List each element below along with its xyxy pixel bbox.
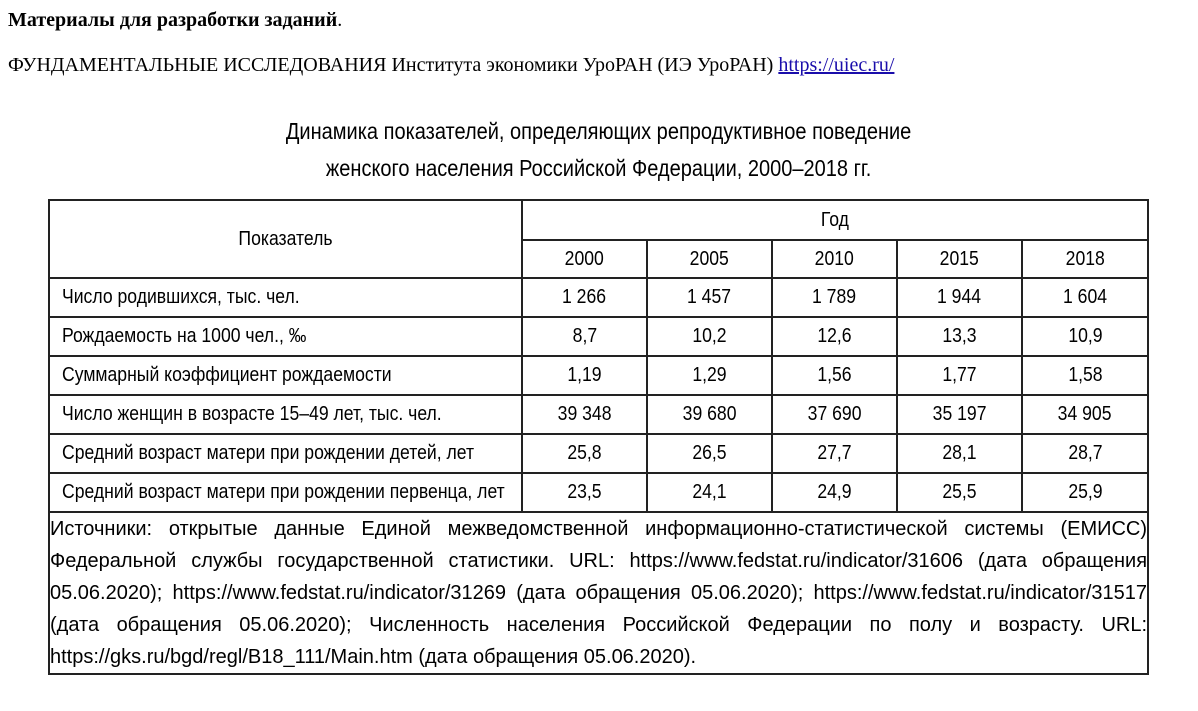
- value-cell: 28,1: [897, 434, 1022, 473]
- value-cell: 37 690: [772, 395, 897, 434]
- materials-dot: .: [337, 9, 343, 31]
- table-row: [49, 434, 1148, 473]
- value-cell: 10,9: [1022, 317, 1148, 356]
- value-cell: 1,19: [522, 356, 647, 395]
- value-cell: 1,29: [647, 356, 772, 395]
- year-cell: 2015: [897, 240, 1022, 278]
- indicators-table: [48, 199, 1149, 675]
- value-cell: 8,7: [522, 317, 647, 356]
- row-label: Число родившихся, тыс. чел.: [49, 278, 522, 317]
- table-row: [49, 356, 1148, 395]
- row-label: Рождаемость на 1000 чел., ‰: [49, 317, 522, 356]
- year-cell: 2010: [772, 240, 897, 278]
- year-cell: 2018: [1022, 240, 1148, 278]
- year-header: Год: [522, 200, 1148, 240]
- value-cell: 27,7: [772, 434, 897, 473]
- value-cell: 10,2: [647, 317, 772, 356]
- value-cell: 23,5: [522, 473, 647, 512]
- value-cell: 25,8: [522, 434, 647, 473]
- year-cell: 2005: [647, 240, 772, 278]
- value-cell: 1 789: [772, 278, 897, 317]
- value-cell: 1 604: [1022, 278, 1148, 317]
- sources-row: [49, 512, 1148, 674]
- row-label: Число женщин в возрасте 15–49 лет, тыс. чел.: [49, 395, 522, 434]
- table-title-line2: женского населения Российской Федерации, 2000–2018 гг.: [325, 155, 872, 181]
- value-cell: 1,77: [897, 356, 1022, 395]
- value-cell: 35 197: [897, 395, 1022, 434]
- value-cell: 24,1: [647, 473, 772, 512]
- row-label: Средний возраст матери при рождении первенца, лет: [49, 473, 522, 512]
- year-cell: 2000: [522, 240, 647, 278]
- value-cell: 1 266: [522, 278, 647, 317]
- value-cell: 1 457: [647, 278, 772, 317]
- row-label: Суммарный коэффициент рождаемости: [49, 356, 522, 395]
- table-row: [49, 317, 1148, 356]
- source-link[interactable]: https://uiec.ru/: [778, 54, 895, 76]
- value-cell: 26,5: [647, 434, 772, 473]
- value-cell: 28,7: [1022, 434, 1148, 473]
- materials-heading: [8, 8, 342, 32]
- value-cell: 25,5: [897, 473, 1022, 512]
- value-cell: 24,9: [772, 473, 897, 512]
- row-label: Средний возраст матери при рождении детей, лет: [49, 434, 522, 473]
- value-cell: 39 680: [647, 395, 772, 434]
- value-cell: 34 905: [1022, 395, 1148, 434]
- value-cell: 13,3: [897, 317, 1022, 356]
- table-row: [49, 473, 1148, 512]
- table-row: [49, 395, 1148, 434]
- value-cell: 1,56: [772, 356, 897, 395]
- sources-note: [49, 512, 1148, 674]
- source-line: [8, 53, 894, 77]
- value-cell: 1,58: [1022, 356, 1148, 395]
- materials-label: Материалы для разработки заданий: [8, 9, 338, 31]
- indicator-header: Показатель: [49, 200, 522, 278]
- value-cell: 1 944: [897, 278, 1022, 317]
- value-cell: 25,9: [1022, 473, 1148, 512]
- value-cell: 39 348: [522, 395, 647, 434]
- table-row: [49, 278, 1148, 317]
- source-text: ФУНДАМЕНТАЛЬНЫЕ ИССЛЕДОВАНИЯ Института экономики УроРАН (ИЭ УроРАН): [8, 54, 779, 76]
- sources-text: Источники: открытые данные Единой межведомственной информационно-статистической системы (ЕМИСС) Федеральной службы государственной статистики. URL: https://www.fedstat.ru/indicator/31606 (дата обращения 05.06.2020); https://www.fedstat.ru/indicator/31269 (дата обращения 05.06.2020); https://www.fedstat.ru/indicator/31517 (дата обращения 05.06.2020); Численность населения Российской Федерации по полу и возрасту. URL: https://gks.ru/bgd/regl/B18_111/Main.htm (дата обращения 05.06.2020).: [50, 518, 1148, 668]
- table-title-line1: Динамика показателей, определяющих репродуктивное поведение: [285, 118, 912, 144]
- value-cell: 12,6: [772, 317, 897, 356]
